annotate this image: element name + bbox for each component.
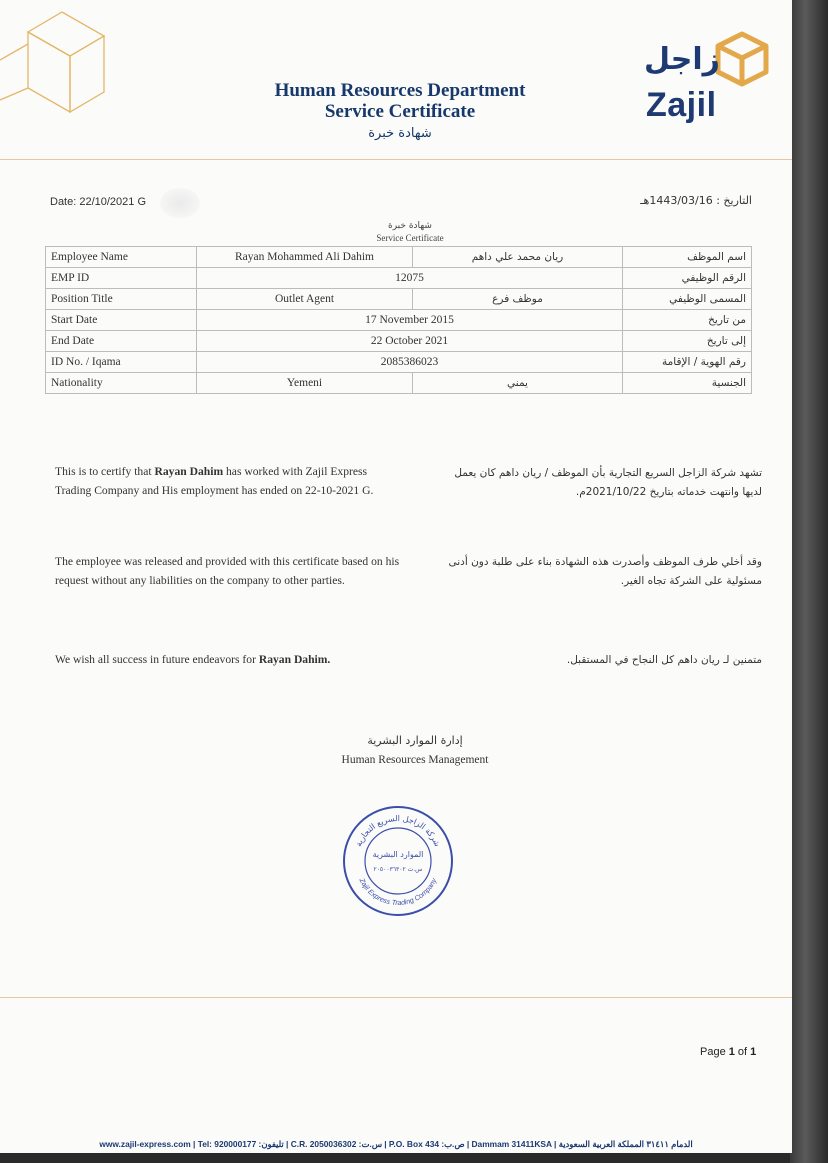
paragraph-text: We wish all success in future endeavors for	[55, 653, 259, 666]
signature-english: Human Resources Management	[341, 754, 489, 766]
header-title: Service Certificate	[324, 101, 476, 122]
table-caption-english: Service Certificate	[376, 233, 444, 243]
row-value: 22 October 2021	[197, 331, 623, 352]
table-row	[46, 331, 752, 352]
row-label-ar: رقم الهوية / الإقامة	[623, 352, 752, 373]
wishes-paragraph	[55, 650, 405, 669]
svg-text:شركة الزاجل السريع التجارية	[354, 814, 442, 848]
row-value-en: Rayan Mohammed Ali Dahim	[197, 247, 413, 268]
row-label-ar: الجنسية	[623, 373, 752, 394]
row-label: Employee Name	[46, 247, 197, 268]
release-paragraph-ar: وقد أخلي طرف الموظف وأصدرت هذه الشهادة بناء على طلبة دون أدنى مسئولية على الشركة تجاه الغير.	[448, 556, 762, 587]
page-current: 1	[728, 1046, 735, 1058]
date-hijri: التاريخ : 1443/03/16هـ	[640, 194, 752, 207]
logo-arabic-text: زاجل	[644, 42, 720, 77]
footer-contact: www.zajil-express.com | Tel: 920000177 :تليفون | C.R. 2050036302 :س.ت | P.O. Box 434 :ص.ب | Dammam 31411KSA | الدمام ٣١٤١١ المملكة العربية السعودية	[99, 1139, 693, 1149]
table-caption	[280, 220, 540, 244]
table-row	[46, 247, 752, 268]
paper-smudge	[160, 188, 200, 218]
row-value-ar: موظف فرع	[413, 289, 623, 310]
row-value: 12075	[197, 268, 623, 289]
page-total: 1	[750, 1046, 757, 1058]
row-label-ar: الرقم الوظيفي	[623, 268, 752, 289]
page-of: of	[734, 1046, 751, 1058]
stamp-dept-text: الموارد البشرية	[372, 850, 424, 859]
footer-divider	[0, 997, 792, 998]
row-value-en: Outlet Agent	[197, 289, 413, 310]
table-row	[46, 352, 752, 373]
row-label: Nationality	[46, 373, 197, 394]
header-department: Human Resources Department	[274, 80, 526, 101]
stamp-code-text: س.ت ٢٠٥٠٠٣٦٣٠٢	[373, 866, 423, 873]
row-value-ar: ريان محمد علي داهم	[413, 247, 623, 268]
signature-arabic: إدارة الموارد البشرية	[367, 734, 463, 747]
row-value-en: Yemeni	[197, 373, 413, 394]
row-label: Position Title	[46, 289, 197, 310]
release-paragraph: The employee was released and provided with this certificate based on his request without any liabilities on the company to other parties.	[55, 555, 400, 587]
header-title-arabic: شهادة خبرة	[368, 126, 432, 141]
row-label-ar: المسمى الوظيفي	[623, 289, 752, 310]
certification-paragraph-ar: تشهد شركة الزاجل السريع التجارية بأن الموظف / ريان داهم كان يعمل لديها وانتهت خدماته بتاريخ 2021/10/22م.	[454, 467, 762, 498]
row-value: 2085386023	[197, 352, 623, 373]
table-row	[46, 373, 752, 394]
document-header	[240, 80, 560, 143]
logo-english-text: Zajil	[646, 86, 717, 124]
row-label: Start Date	[46, 310, 197, 331]
header-divider	[0, 159, 792, 160]
svg-text:Zajil Express Trading Company	[357, 877, 438, 907]
employee-info-table	[45, 246, 752, 394]
row-value-ar: يمني	[413, 373, 623, 394]
employee-name-bold: Rayan Dahim.	[258, 653, 331, 666]
row-label-ar: من تاريخ	[623, 310, 752, 331]
desk-background	[790, 0, 828, 1163]
date-gregorian: Date: 22/10/2021 G	[50, 196, 147, 208]
row-label-ar: إلى تاريخ	[623, 331, 752, 352]
company-stamp	[340, 803, 456, 919]
zajil-logo	[644, 30, 784, 140]
table-row	[46, 289, 752, 310]
corner-cube-decoration	[0, 0, 180, 130]
row-label: ID No. / Iqama	[46, 352, 197, 373]
row-label: EMP ID	[46, 268, 197, 289]
row-value: 17 November 2015	[197, 310, 623, 331]
page-indicator	[700, 1046, 756, 1058]
row-label: End Date	[46, 331, 197, 352]
wishes-paragraph-ar: متمنين لـ ريان داهم كل النجاح في المستقبل.	[566, 654, 762, 666]
paragraph-text: This is to certify that	[55, 465, 155, 478]
table-row	[46, 268, 752, 289]
table-row	[46, 310, 752, 331]
stamp-arabic-text: شركة الزاجل السريع التجارية	[354, 813, 442, 848]
employee-name-bold: Rayan Dahim	[154, 465, 224, 478]
row-label-ar: اسم الموظف	[623, 247, 752, 268]
signature-block	[260, 732, 570, 770]
paragraph-text: has worked with Zajil Express Trading Company and His employment has ended on 22-10-2021 G.	[55, 465, 374, 497]
certification-paragraph	[55, 462, 405, 500]
page-label: Page	[700, 1046, 729, 1058]
table-caption-arabic: شهادة خبرة	[388, 221, 432, 231]
stamp-english-text: Zajil Express Trading Company	[357, 877, 439, 908]
